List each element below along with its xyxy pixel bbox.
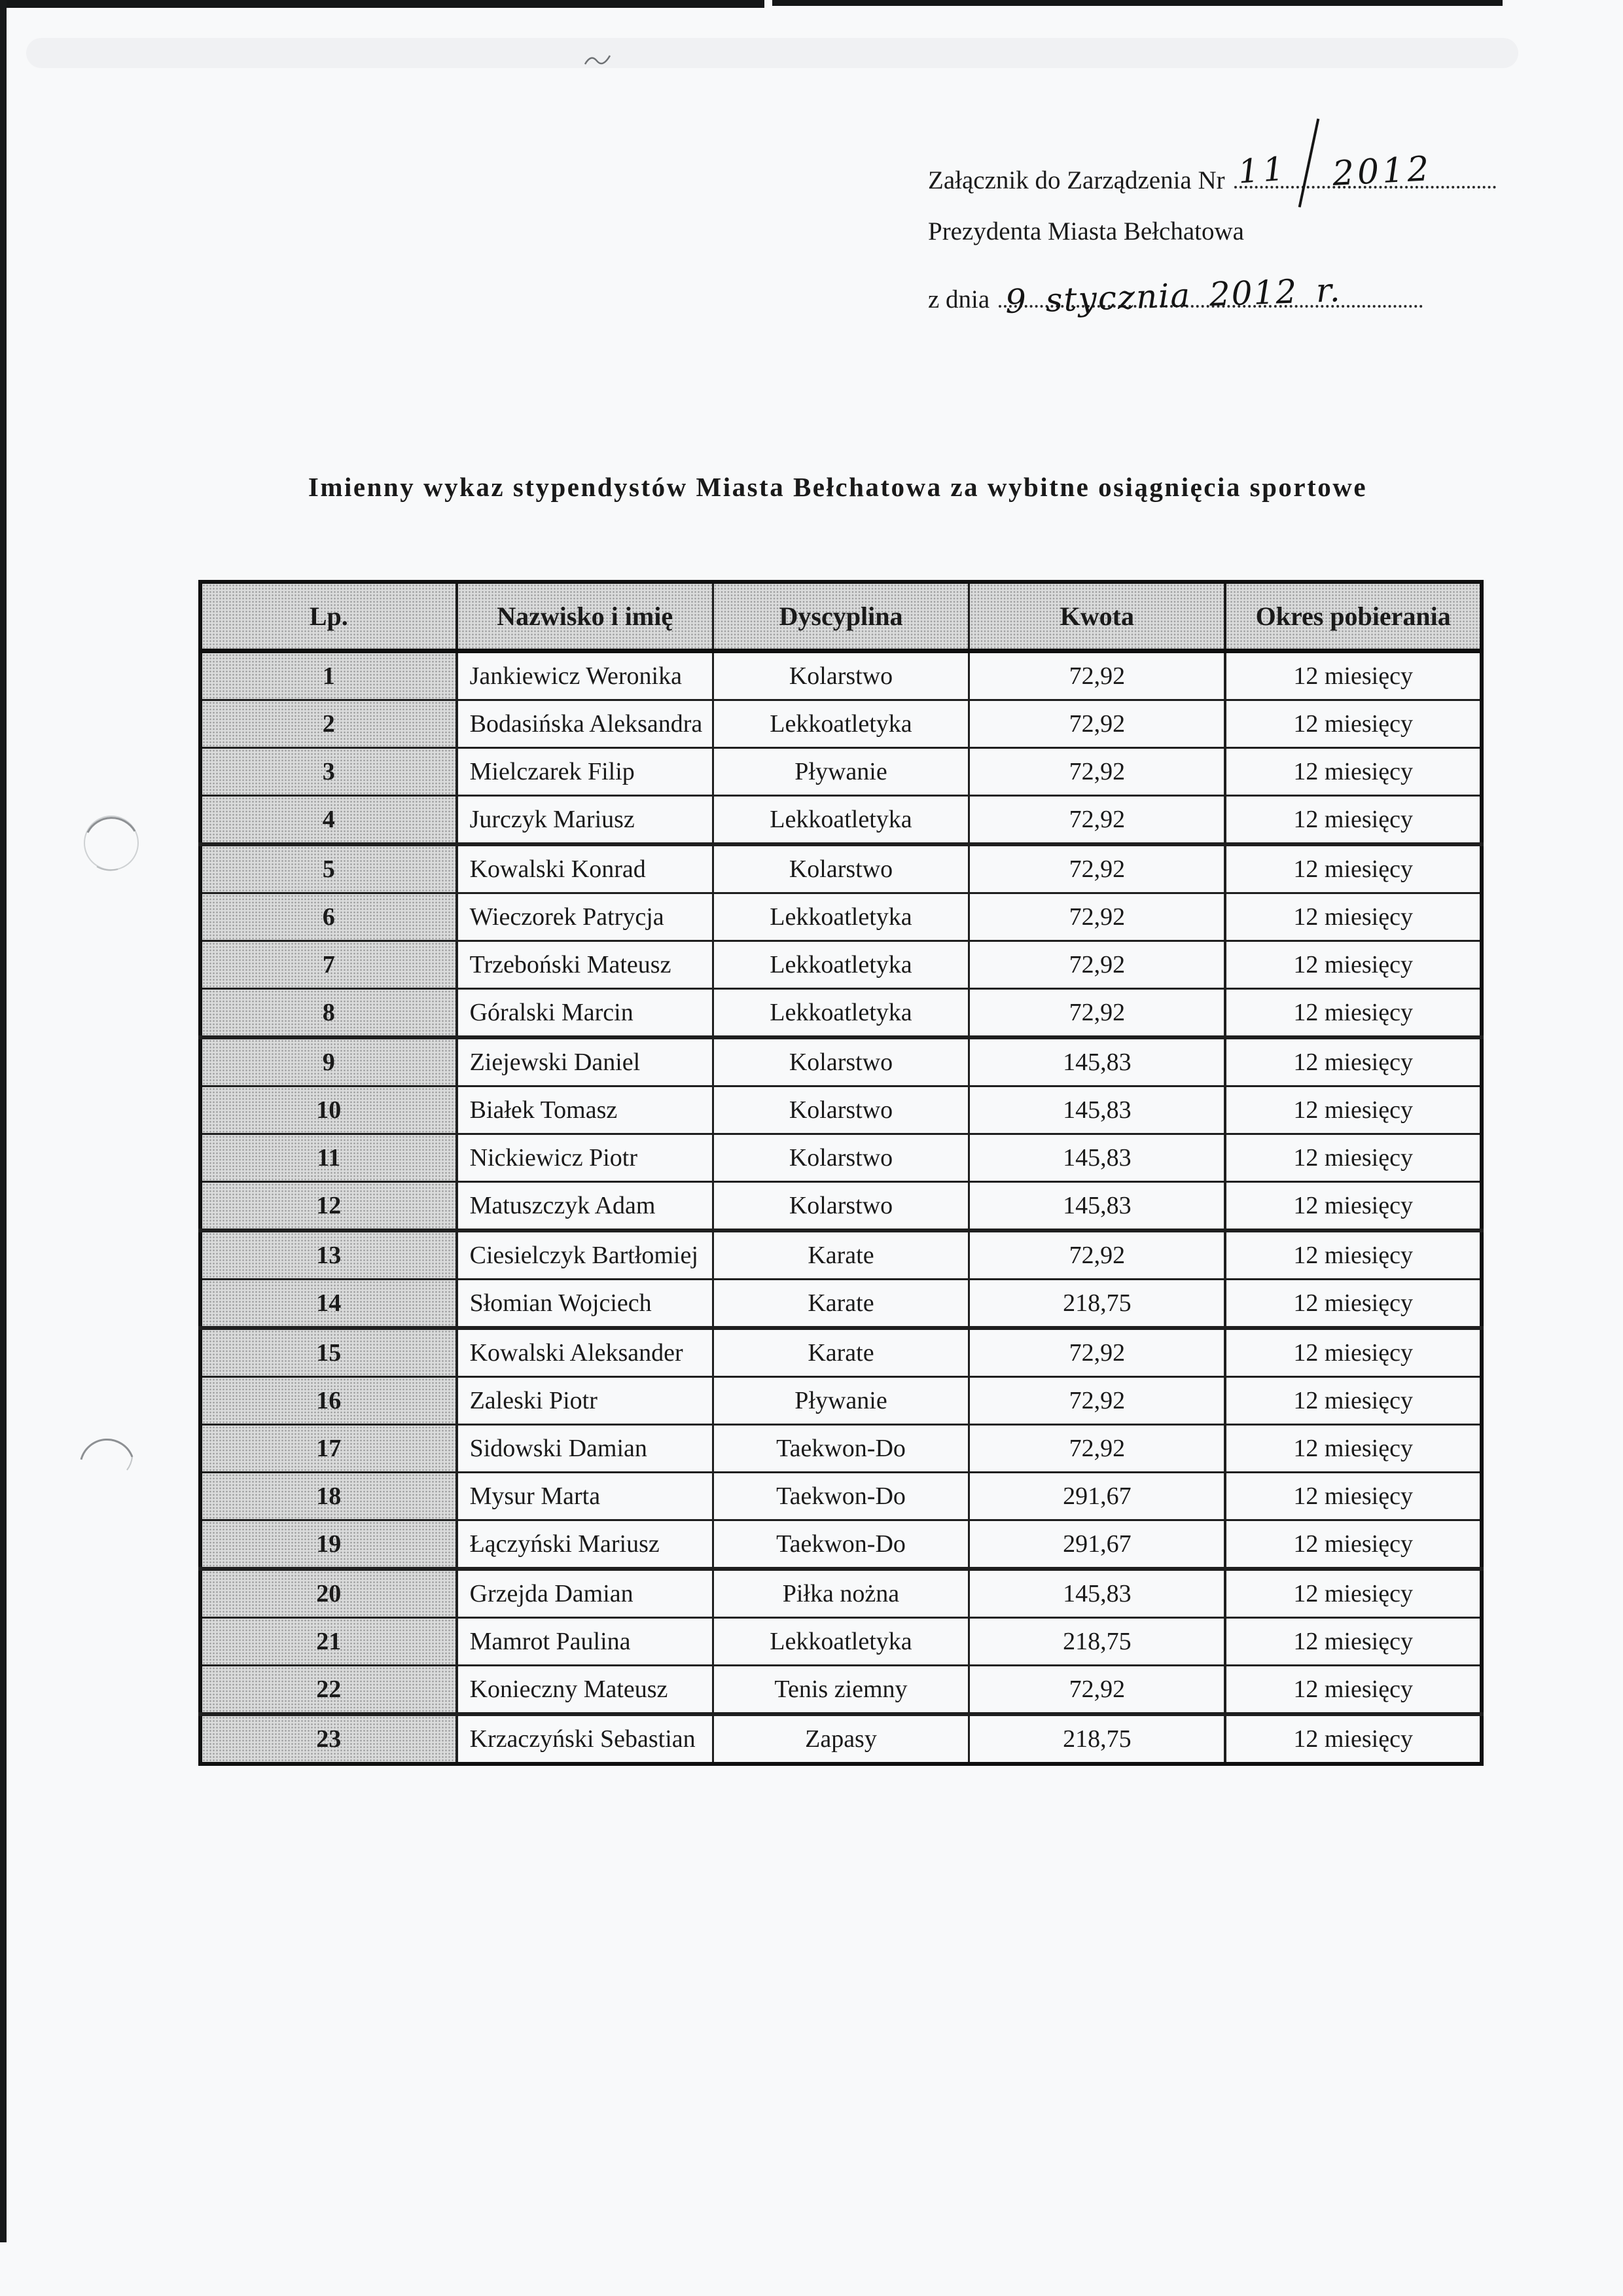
discipline-cell: Lekkoatletyka — [713, 796, 969, 845]
scholarship-table — [198, 580, 1484, 1766]
row-number-cell: 12 — [200, 1182, 457, 1231]
name-cell: Jankiewicz Weronika — [457, 651, 713, 700]
name-cell: Konieczny Mateusz — [457, 1666, 713, 1715]
row-number-cell: 15 — [200, 1328, 457, 1377]
period-cell: 12 miesięcy — [1225, 1520, 1482, 1570]
table-row — [200, 941, 1482, 989]
attachment-number-dotted-line — [1234, 149, 1496, 194]
period-cell: 12 miesięcy — [1225, 1037, 1482, 1086]
table-row — [200, 1618, 1482, 1666]
name-cell: Słomian Wojciech — [457, 1280, 713, 1329]
period-cell: 12 miesięcy — [1225, 1280, 1482, 1329]
name-cell: Mielczarek Filip — [457, 748, 713, 796]
attachment-line1-printed: Załącznik do Zarządzenia Nr — [928, 166, 1225, 194]
row-number-cell: 21 — [200, 1618, 457, 1666]
amount-cell: 72,92 — [969, 844, 1226, 893]
discipline-cell: Lekkoatletyka — [713, 1618, 969, 1666]
scan-artifact-smudge — [26, 38, 1518, 68]
period-cell: 12 miesięcy — [1225, 1666, 1482, 1715]
period-cell: 12 miesięcy — [1225, 748, 1482, 796]
scan-artifact-top-edge — [0, 0, 764, 8]
row-number-cell: 7 — [200, 941, 457, 989]
row-number-cell: 5 — [200, 844, 457, 893]
row-number-cell: 2 — [200, 700, 457, 748]
discipline-cell: Taekwon-Do — [713, 1520, 969, 1570]
table-row — [200, 1569, 1482, 1618]
discipline-cell: Karate — [713, 1328, 969, 1377]
row-number-cell: 8 — [200, 989, 457, 1038]
name-cell: Białek Tomasz — [457, 1086, 713, 1134]
period-cell: 12 miesięcy — [1225, 1569, 1482, 1618]
attachment-line2: Prezydenta Miasta Bełchatowa — [928, 217, 1244, 245]
period-cell: 12 miesięcy — [1225, 700, 1482, 748]
name-cell: Ciesielczyk Bartłomiej — [457, 1230, 713, 1280]
table-row — [200, 1714, 1482, 1764]
discipline-cell: Karate — [713, 1230, 969, 1280]
period-cell: 12 miesięcy — [1225, 1425, 1482, 1473]
row-number-cell: 18 — [200, 1473, 457, 1520]
row-number-cell: 11 — [200, 1134, 457, 1182]
attachment-number-handwritten-part1: 11 — [1236, 149, 1289, 191]
table-row — [200, 1086, 1482, 1134]
row-number-cell: 16 — [200, 1377, 457, 1425]
table-row — [200, 700, 1482, 748]
attachment-date-dotted-line — [999, 271, 1423, 321]
name-cell: Grzejda Damian — [457, 1569, 713, 1618]
amount-cell: 145,83 — [969, 1569, 1226, 1618]
discipline-cell: Pływanie — [713, 748, 969, 796]
period-cell: 12 miesięcy — [1225, 651, 1482, 700]
table-row — [200, 844, 1482, 893]
amount-cell: 72,92 — [969, 1377, 1226, 1425]
period-cell: 12 miesięcy — [1225, 893, 1482, 941]
name-cell: Zaleski Piotr — [457, 1377, 713, 1425]
attachment-line1 — [928, 149, 1496, 194]
discipline-cell: Zapasy — [713, 1714, 969, 1764]
table-head — [200, 582, 1482, 651]
table-row — [200, 1280, 1482, 1329]
period-cell: 12 miesięcy — [1225, 1230, 1482, 1280]
name-cell: Ziejewski Daniel — [457, 1037, 713, 1086]
attachment-date-handwritten: 9 stycznia 2012 r. — [1005, 271, 1342, 321]
scan-artifact-top-edge — [772, 0, 1503, 6]
table-row — [200, 651, 1482, 700]
row-number-cell: 14 — [200, 1280, 457, 1329]
discipline-cell: Tenis ziemny — [713, 1666, 969, 1715]
table-row — [200, 1134, 1482, 1182]
discipline-cell: Kolarstwo — [713, 651, 969, 700]
table-header-row — [200, 582, 1482, 651]
table-row — [200, 1037, 1482, 1086]
table-row — [200, 1182, 1482, 1231]
amount-cell: 72,92 — [969, 796, 1226, 845]
column-header-3: Dyscyplina — [713, 582, 969, 651]
discipline-cell: Lekkoatletyka — [713, 989, 969, 1038]
attachment-number-handwritten-part2: 2012 — [1331, 149, 1433, 194]
table-body — [200, 651, 1482, 1765]
amount-cell: 72,92 — [969, 1328, 1226, 1377]
period-cell: 12 miesięcy — [1225, 1328, 1482, 1377]
column-header-2: Nazwisko i imię — [457, 582, 713, 651]
scan-artifact-left-edge — [0, 0, 7, 2242]
table-row — [200, 1473, 1482, 1520]
row-number-cell: 22 — [200, 1666, 457, 1715]
discipline-cell: Kolarstwo — [713, 1182, 969, 1231]
name-cell: Góralski Marcin — [457, 989, 713, 1038]
discipline-cell: Lekkoatletyka — [713, 700, 969, 748]
table-row — [200, 796, 1482, 845]
name-cell: Kowalski Aleksander — [457, 1328, 713, 1377]
amount-cell: 145,83 — [969, 1182, 1226, 1231]
discipline-cell: Pływanie — [713, 1377, 969, 1425]
amount-cell: 72,92 — [969, 1230, 1226, 1280]
period-cell: 12 miesięcy — [1225, 844, 1482, 893]
amount-cell: 72,92 — [969, 651, 1226, 700]
name-cell: Mamrot Paulina — [457, 1618, 713, 1666]
attachment-line3 — [928, 271, 1423, 321]
amount-cell: 291,67 — [969, 1520, 1226, 1570]
amount-cell: 72,92 — [969, 700, 1226, 748]
amount-cell: 72,92 — [969, 893, 1226, 941]
discipline-cell: Piłka nożna — [713, 1569, 969, 1618]
amount-cell: 72,92 — [969, 1666, 1226, 1715]
name-cell: Jurczyk Mariusz — [457, 796, 713, 845]
amount-cell: 72,92 — [969, 941, 1226, 989]
amount-cell: 218,75 — [969, 1714, 1226, 1764]
period-cell: 12 miesięcy — [1225, 1182, 1482, 1231]
amount-cell: 218,75 — [969, 1618, 1226, 1666]
row-number-cell: 10 — [200, 1086, 457, 1134]
name-cell: Matuszczyk Adam — [457, 1182, 713, 1231]
name-cell: Nickiewicz Piotr — [457, 1134, 713, 1182]
row-number-cell: 17 — [200, 1425, 457, 1473]
name-cell: Sidowski Damian — [457, 1425, 713, 1473]
table-row — [200, 1230, 1482, 1280]
amount-cell: 145,83 — [969, 1037, 1226, 1086]
period-cell: 12 miesięcy — [1225, 1086, 1482, 1134]
page-title: Imienny wykaz stypendystów Miasta Bełchatowa za wybitne osiągnięcia sportowe — [308, 472, 1368, 502]
period-cell: 12 miesięcy — [1225, 1473, 1482, 1520]
period-cell: 12 miesięcy — [1225, 941, 1482, 989]
period-cell: 12 miesięcy — [1225, 1714, 1482, 1764]
amount-cell: 72,92 — [969, 1425, 1226, 1473]
amount-cell: 218,75 — [969, 1280, 1226, 1329]
hole-punch-mark — [77, 809, 145, 880]
discipline-cell: Kolarstwo — [713, 1134, 969, 1182]
discipline-cell: Kolarstwo — [713, 1037, 969, 1086]
name-cell: Kowalski Konrad — [457, 844, 713, 893]
table-row — [200, 893, 1482, 941]
period-cell: 12 miesięcy — [1225, 796, 1482, 845]
table-row — [200, 748, 1482, 796]
name-cell: Krzaczyński Sebastian — [457, 1714, 713, 1764]
table-row — [200, 1328, 1482, 1377]
period-cell: 12 miesięcy — [1225, 1134, 1482, 1182]
amount-cell: 72,92 — [969, 748, 1226, 796]
discipline-cell: Kolarstwo — [713, 844, 969, 893]
table-row — [200, 989, 1482, 1038]
name-cell: Łączyński Mariusz — [457, 1520, 713, 1570]
amount-cell: 145,83 — [969, 1134, 1226, 1182]
period-cell: 12 miesięcy — [1225, 1618, 1482, 1666]
table-row — [200, 1520, 1482, 1570]
column-header-5: Okres pobierania — [1225, 582, 1482, 651]
name-cell: Trzeboński Mateusz — [457, 941, 713, 989]
name-cell: Wieczorek Patrycja — [457, 893, 713, 941]
row-number-cell: 4 — [200, 796, 457, 845]
discipline-cell: Taekwon-Do — [713, 1425, 969, 1473]
column-header-1: Lp. — [200, 582, 457, 651]
row-number-cell: 19 — [200, 1520, 457, 1570]
row-number-cell: 13 — [200, 1230, 457, 1280]
discipline-cell: Lekkoatletyka — [713, 941, 969, 989]
row-number-cell: 9 — [200, 1037, 457, 1086]
amount-cell: 291,67 — [969, 1473, 1226, 1520]
discipline-cell: Kolarstwo — [713, 1086, 969, 1134]
row-number-cell: 6 — [200, 893, 457, 941]
amount-cell: 72,92 — [969, 989, 1226, 1038]
name-cell: Bodasińska Aleksandra — [457, 700, 713, 748]
discipline-cell: Taekwon-Do — [713, 1473, 969, 1520]
attachment-line3-printed: z dnia — [928, 285, 990, 314]
pen-squiggle-mark — [582, 47, 624, 71]
handwritten-slash — [1298, 118, 1319, 207]
hole-punch-mark — [73, 1419, 141, 1490]
amount-cell: 145,83 — [969, 1086, 1226, 1134]
column-header-4: Kwota — [969, 582, 1226, 651]
discipline-cell: Lekkoatletyka — [713, 893, 969, 941]
name-cell: Mysur Marta — [457, 1473, 713, 1520]
discipline-cell: Karate — [713, 1280, 969, 1329]
table-row — [200, 1666, 1482, 1715]
row-number-cell: 20 — [200, 1569, 457, 1618]
row-number-cell: 3 — [200, 748, 457, 796]
period-cell: 12 miesięcy — [1225, 1377, 1482, 1425]
row-number-cell: 1 — [200, 651, 457, 700]
table-row — [200, 1377, 1482, 1425]
row-number-cell: 23 — [200, 1714, 457, 1764]
period-cell: 12 miesięcy — [1225, 989, 1482, 1038]
table-row — [200, 1425, 1482, 1473]
